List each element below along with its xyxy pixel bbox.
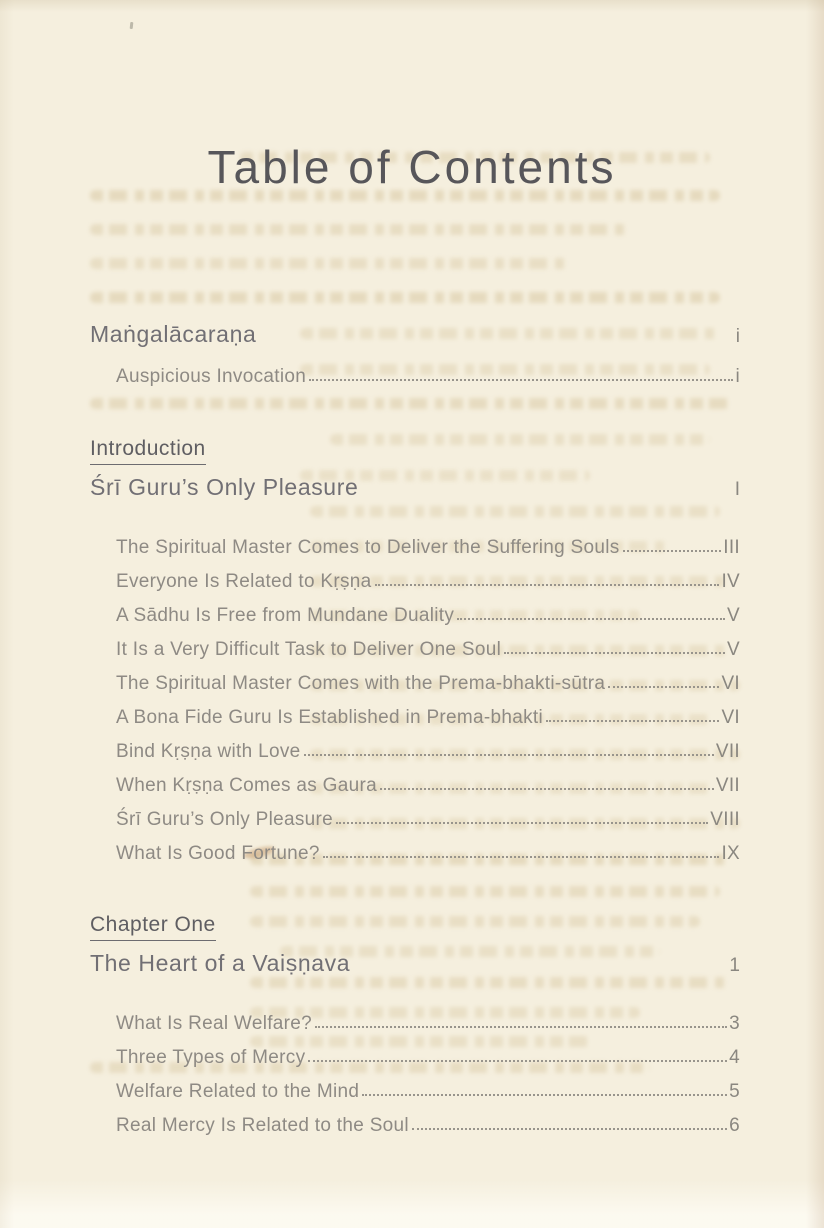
dotted-leader — [309, 379, 733, 381]
entry-page-number: VI — [721, 673, 740, 694]
section-page-number: 1 — [729, 955, 740, 976]
dotted-leader — [380, 788, 714, 790]
toc-entry — [90, 662, 740, 696]
dotted-leader — [457, 618, 725, 620]
dotted-leader — [304, 754, 714, 756]
section-heading-row — [90, 471, 740, 506]
section-heading: Śrī Guru’s Only Pleasure — [90, 474, 359, 500]
section-label-row — [90, 911, 740, 941]
toc-entry — [90, 730, 740, 764]
toc-entry — [90, 798, 740, 832]
dotted-leader — [504, 652, 725, 654]
toc-entry — [90, 560, 740, 594]
section-heading: The Heart of a Vaiṣṇava — [90, 950, 351, 976]
toc-entry — [90, 1070, 740, 1104]
section-heading-row — [90, 318, 740, 353]
section-page-number: I — [734, 479, 740, 500]
entry-title: A Sādhu Is Free from Mundane Duality — [116, 605, 455, 626]
dotted-leader — [362, 1094, 727, 1096]
toc-entry — [90, 1104, 740, 1138]
toc-section — [90, 911, 740, 1138]
toc-entry — [90, 594, 740, 628]
toc-entry — [90, 526, 740, 560]
entry-list — [90, 355, 740, 389]
section-heading: Maṅgalācaraṇa — [90, 321, 257, 347]
dotted-leader — [546, 720, 719, 722]
dotted-leader — [412, 1128, 727, 1130]
toc-section — [90, 318, 740, 389]
entry-title: Auspicious Invocation — [116, 366, 307, 387]
dotted-leader — [308, 1060, 727, 1062]
bleed-through-line — [90, 258, 570, 269]
entry-page-number: VII — [715, 775, 740, 796]
entry-page-number: i — [735, 366, 740, 387]
entry-title: Three Types of Mercy — [116, 1047, 306, 1068]
entry-page-number: III — [723, 537, 740, 558]
entry-title: It Is a Very Difficult Task to Deliver One Soul — [116, 639, 502, 660]
entry-title: Everyone Is Related to Kṛṣṇa — [116, 571, 372, 592]
section-heading-row — [90, 947, 740, 982]
entry-title: Real Mercy Is Related to the Soul — [116, 1115, 409, 1136]
section-page-number: i — [735, 326, 740, 347]
toc-sections — [90, 318, 740, 1138]
toc-entry — [90, 1036, 740, 1070]
entry-page-number: IV — [721, 571, 740, 592]
toc-entry — [90, 355, 740, 389]
entry-page-number: VII — [715, 741, 740, 762]
toc-entry — [90, 696, 740, 730]
section-label-row — [90, 435, 740, 465]
entry-page-number: IX — [721, 843, 740, 864]
toc-entry — [90, 1002, 740, 1036]
page-title: Table of Contents — [207, 141, 617, 193]
entry-page-number: VI — [721, 707, 740, 728]
entry-page-number: 3 — [729, 1013, 740, 1034]
bleed-through-line — [90, 224, 630, 235]
toc-entry — [90, 628, 740, 662]
entry-page-number: VIII — [710, 809, 740, 830]
entry-title: Bind Kṛṣṇa with Love — [116, 741, 301, 762]
section-label: Chapter One — [90, 911, 216, 941]
entry-title: What Is Good Fortune? — [116, 843, 320, 864]
entry-title: A Bona Fide Guru Is Established in Prema-bhakti — [116, 707, 544, 728]
entry-page-number: 4 — [729, 1047, 740, 1068]
entry-list — [90, 526, 740, 866]
entry-page-number: 5 — [729, 1081, 740, 1102]
entry-title: When Kṛṣṇa Comes as Gaura — [116, 775, 377, 796]
entry-list — [90, 1002, 740, 1138]
entry-page-number: V — [727, 605, 740, 626]
entry-page-number: V — [727, 639, 740, 660]
entry-title: What Is Real Welfare? — [116, 1013, 313, 1034]
toc-section — [90, 435, 740, 866]
dotted-leader — [623, 550, 722, 552]
entry-title: Śrī Guru’s Only Pleasure — [116, 809, 333, 830]
dotted-leader — [323, 856, 720, 858]
entry-page-number: 6 — [729, 1115, 740, 1136]
toc-entry — [90, 764, 740, 798]
toc-entry — [90, 832, 740, 866]
bleed-through-line — [90, 292, 720, 303]
dotted-leader — [375, 584, 720, 586]
section-label: Introduction — [90, 435, 206, 465]
dotted-leader — [315, 1026, 727, 1028]
entry-title: The Spiritual Master Comes with the Prema-bhakti-sūtra — [116, 673, 606, 694]
entry-title: Welfare Related to the Mind — [116, 1081, 360, 1102]
dotted-leader — [608, 686, 719, 688]
dotted-leader — [336, 822, 708, 824]
entry-title: The Spiritual Master Comes to Deliver the Suffering Souls — [116, 537, 620, 558]
